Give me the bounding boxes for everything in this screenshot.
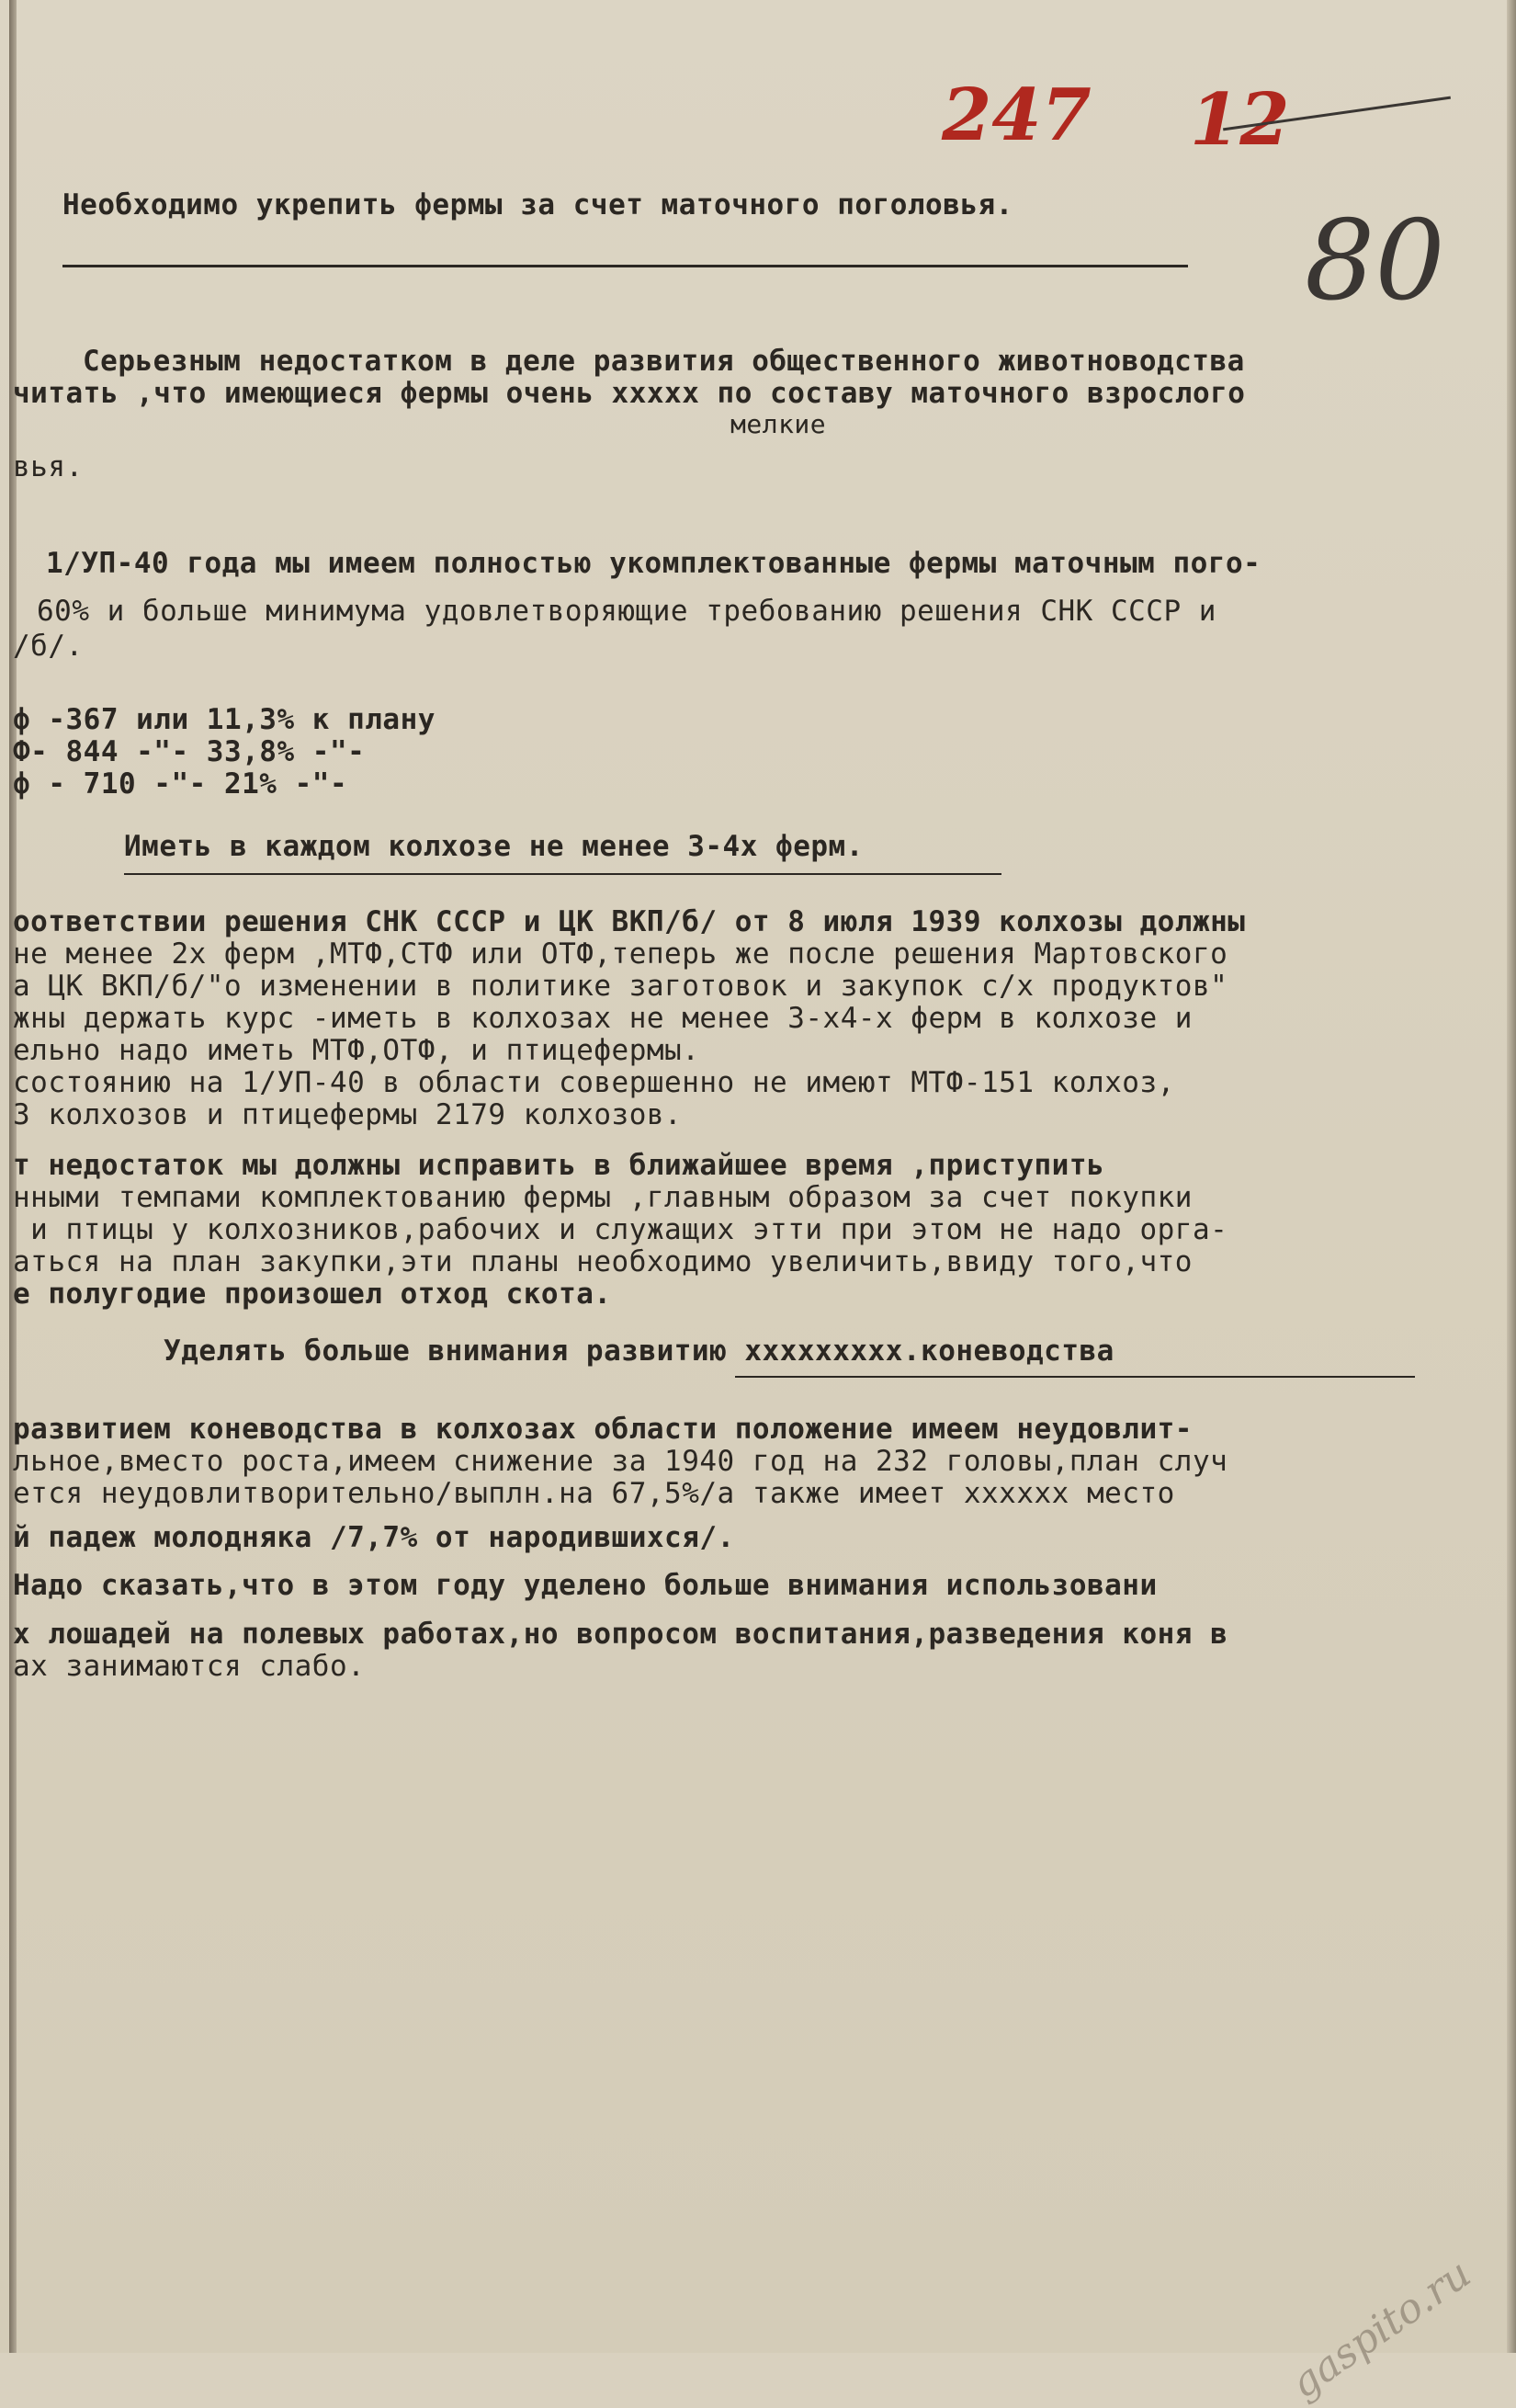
paragraph-line: нными темпами комплектованию фермы ,главным образом за счет покупки: [13, 1181, 1193, 1214]
paragraph-line: а ЦК ВКП/б/"о изменении в политике заготовок и закупок с/х продуктов": [13, 970, 1228, 1003]
stat-line: Ф- 844 -"- 33,8% -"-: [13, 735, 366, 768]
heading-underline: [62, 265, 1188, 267]
paragraph-line: Надо сказать,что в этом году уделено больше внимания использовани: [13, 1569, 1158, 1602]
paragraph-line: развитием коневодства в колхозах области положение имеем неудовлит-: [13, 1413, 1193, 1446]
red-page-number-2: 12: [1190, 78, 1290, 162]
paragraph-line: не менее 2х ферм ,МТФ,СТФ или ОТФ,теперь же после решения Мартовского: [13, 937, 1228, 971]
paragraph-line: ельно надо иметь МТФ,ОТФ, и птицефермы.: [13, 1034, 700, 1067]
paragraph-line: й падеж молодняка /7,7% от народившихся/.: [13, 1521, 735, 1554]
paragraph-line: состоянию на 1/УП-40 в области совершенно не имеют МТФ-151 колхоз,: [13, 1066, 1175, 1099]
folio-number: 80: [1305, 198, 1445, 325]
paragraph-line: Серьезным недостатком в деле развития общественного животноводства: [83, 345, 1245, 378]
paragraph-line: оответствии решения СНК СССР и ЦК ВКП/б/ от 8 июля 1939 колхозы должны: [13, 905, 1246, 938]
paragraph-line: ется неудовлитворительно/выплн.на 67,5%/а также имеет xxxxxx место: [13, 1477, 1175, 1510]
paragraph-line: х лошадей на полевых работах,но вопросом воспитания,разведения коня в: [13, 1618, 1228, 1651]
paragraph-line: е полугодие произошел отход скота.: [13, 1278, 612, 1311]
paragraph-line: ах занимаются слабо.: [13, 1650, 366, 1683]
stat-line: ф -367 или 11,3% к плану: [13, 703, 436, 736]
inserted-word: мелкие: [730, 409, 827, 439]
paragraph-line: льное,вместо роста,имеем снижение за 1940 год на 232 головы,план случ: [13, 1445, 1228, 1478]
watermark: gaspito.ru: [1282, 2250, 1479, 2408]
heading-underline: [124, 873, 1001, 875]
heading-horse-breeding: Уделять больше внимания развитию xxxxxxxxx.коневодства: [164, 1335, 1114, 1368]
paragraph-line: аться на план закупки,эти планы необходимо увеличить,ввиду того,что: [13, 1245, 1193, 1278]
paragraph-line: и птицы у колхозников,рабочих и служащих этти при этом не надо орга-: [13, 1213, 1228, 1246]
paragraph-line: т недостаток мы должны исправить в ближайшее время ,приступить: [13, 1149, 1105, 1182]
paragraph-line: 1/УП-40 года мы имеем полностью укомплектованные фермы маточным пого-: [46, 547, 1261, 580]
stat-line: ф - 710 -"- 21% -"-: [13, 767, 348, 801]
page-right-edge: [1507, 0, 1516, 2353]
paragraph-line: /б/.: [13, 630, 84, 663]
paragraph-line: жны держать курс -иметь в колхозах не менее 3-х4-х ферм в колхозе и: [13, 1002, 1193, 1035]
paragraph-line: вья.: [13, 450, 84, 483]
heading-strengthen-farms: Необходимо укрепить фермы за счет маточного поголовья.: [62, 188, 1013, 221]
paragraph-line: 60% и больше минимума удовлетворяющие требованию решения СНК СССР и: [37, 595, 1216, 628]
paragraph-line: 3 колхозов и птицефермы 2179 колхозов.: [13, 1098, 683, 1131]
paragraph-line: читать ,что имеющиеся фермы очень xxxxx по составу маточного взрослого: [13, 377, 1246, 410]
heading-underline: [735, 1376, 1415, 1378]
heading-3-4-farms: Иметь в каждом колхозе не менее 3-4х ферм.: [124, 830, 864, 863]
red-page-number: 247: [942, 74, 1092, 157]
